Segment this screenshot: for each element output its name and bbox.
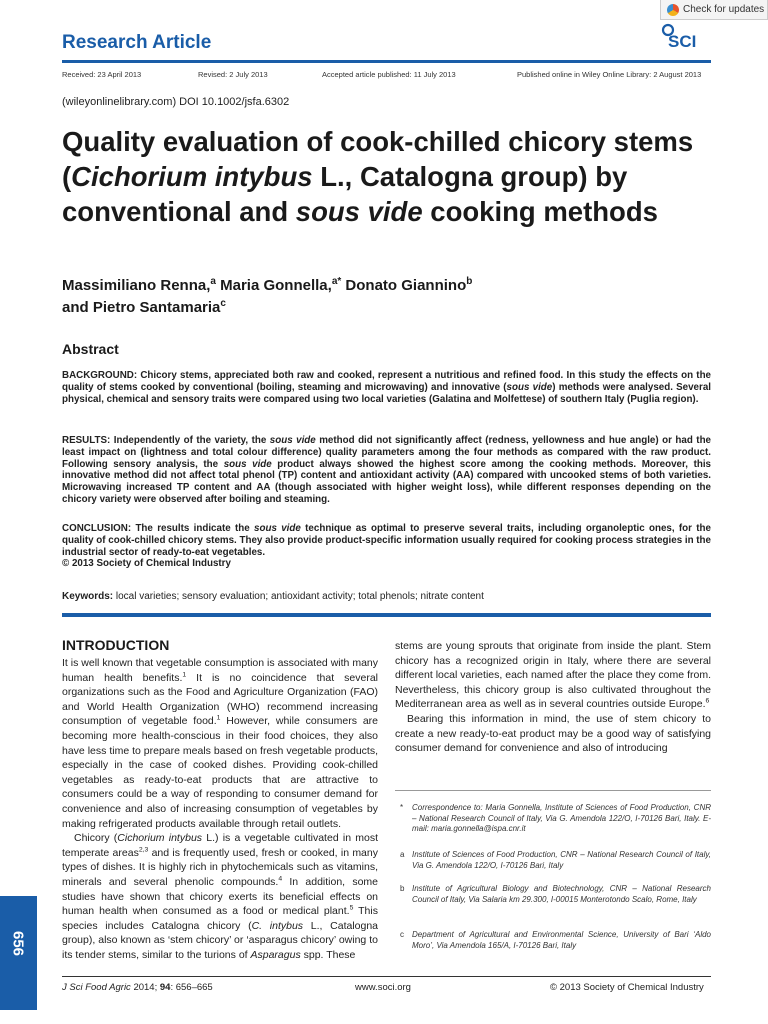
footnote-affiliation-b: b Institute of Agricultural Biology and Biotechnology, CNR – National Research Council of Italy, Via Salaria km 29.300, I-00015 Monterotondo Scalo, Rome, Italy (400, 884, 711, 904)
section-label: Research Article (62, 32, 212, 53)
abstract-background: BACKGROUND: Chicory stems, appreciated both raw and cooked, represent a nutritious and refined food. In this study the effects on the quality of stems cooked by conventional (boiling, steaming and microwaving) and innovative (sous vide) methods were analysed. Several physical, chemical and sensory traits were compared using two local varieties (Galatina and Molfettese) of southern Italy (Puglia region). (62, 370, 711, 405)
abstract-heading: Abstract (62, 341, 119, 357)
body-column-right (395, 639, 711, 756)
body-column-left (62, 656, 378, 962)
abstract-rule (62, 613, 711, 617)
sci-logo-text: SCI (668, 32, 697, 51)
website-link[interactable]: www.soci.org (355, 982, 411, 993)
footnote-affiliation-a: a Institute of Sciences of Food Production, CNR – National Research Council of Italy, Via G. Amendola 122/O, I-70126 Bari, Italy (400, 850, 711, 870)
footnote-rule (395, 790, 711, 791)
footer-copyright: © 2013 Society of Chemical Industry (550, 982, 704, 993)
introduction-heading: INTRODUCTION (62, 637, 170, 653)
keywords: Keywords: local varieties; sensory evaluation; antioxidant activity; total phenols; nitrate content (62, 591, 484, 602)
intro-paragraph-2: Chicory (Cichorium intybus L.) is a vegetable cultivated in most temperate areas$^{2,3}$ and is frequently used, fresh or cooked, in many types of dishes. It is highly rich in phytochemicals such as vitamins, minerals and several phenolic compounds.$^4$ In addition, some studies have shown that chicory exerts its beneficial effects on human health when consumed as a food or medical plant.$^5$ This species includes Catalogna chicory (C. intybus L., Catalogna group), also known as ‘stem chicory’ or ‘asparagus chicory’ owing to its tender stems, similar to the turions of Asparagus spp. These (62, 832, 379, 961)
received-date: Received: 23 April 2013 (62, 70, 142, 79)
article-title: Quality evaluation of cook-chilled chicory stems (Cichorium intybus L., Catalogna group) by conventional and sous vide cooking methods (62, 126, 694, 227)
published-date: Published online in Wiley Online Library: 2 August 2013 (517, 70, 702, 79)
abstract-copyright: © 2013 Society of Chemical Industry (62, 558, 231, 570)
intro-paragraph-3: stems are young sprouts that originate from inside the plant. Stem chicory has a recognized origin in Italy, where there are several different local varieties, each named after the place they come from. Nevertheless, this chicory group is also cultivated throughout the Mediterranean area as well as in several countries outside Europe.$^6$ (395, 640, 711, 711)
doi-link[interactable]: (wileyonlinelibrary.com) DOI 10.1002/jsfa.6302 (62, 96, 290, 108)
abstract-results: RESULTS: Independently of the variety, the sous vide method did not significantly affect (redness, yellowness and hue angle) or had the least impact on (lightness and total colour difference) quality parameters among the four methods as compared with the raw product. Following sensory analysis, the sous vide product always showed the highest score among the cooking methods. Moreover, this innovative method did not affect total phenol (TP) content and antioxidant activity (AA) compared with uncooked stems of both varieties. Microwaving increased TP content and AA (though associated with higher weight loss), while different responses depending on the chicory variety were observed after boiling and steaming. (62, 435, 711, 505)
author-list: Massimiliano Renna,$^a$ Maria Gonnella,$^{a*}$ Donato Giannino$^b$ and Pietro Santamaria$^c$ (62, 276, 473, 316)
crossmark-icon (667, 4, 679, 16)
intro-paragraph-4: Bearing this information in mind, the use of stem chicory to create a new ready-to-eat product may be a good way of satisfying consumer demand for convenience and also of introducing (395, 712, 711, 755)
intro-paragraph-1: It is well known that vegetable consumption is associated with many human health benefits.$^1$ It is no coincidence that several organizations such as the Food and Agriculture Organization (FAO) and World Health Organization (WHO) recommend increasing consumption of vegetable food.$^1$ However, while consumers are becoming more health-conscious in their food choices, they also have less time to prepare meals based on fresh vegetable products, especially in the case of cooked dishes. Providing cook-chilled vegetables as ready-to-eat products that are attractive to consumers could be a way of responding to consumer demand for convenience and also of increasing consumption of vegetables by making refrigerated products available through retail outlets. (62, 657, 378, 830)
footer-rule (62, 976, 711, 977)
header-rule (62, 60, 711, 63)
check-for-updates-button[interactable] (660, 0, 768, 20)
abstract-conclusion: CONCLUSION: The results indicate the sous vide technique as optimal to preserve several traits, including organoleptic ones, for the quality of cook-chilled chicory stems. They also provide product-specific information usually required for cooking process strategies in the industrial sector of ready-to-eat vegetables. © 2013 Society of Chemical Industry (62, 523, 711, 570)
footnote-correspondence: * Correspondence to: Maria Gonnella, Institute of Sciences of Food Production, CNR – National Research Council of Italy, Via G. Amendola 122/O, I-70126 Bari, Italy. E-mail: maria.gonnella@ispa.cnr.it (400, 803, 711, 834)
footnote-affiliation-c: c Department of Agricultural and Environmental Science, University of Bari ‘Aldo Moro’, Via Amendola 165/A, I-70126 Bari, Italy (400, 930, 711, 950)
revised-date: Revised: 2 July 2013 (198, 70, 268, 79)
check-updates-label: Check for updates (683, 4, 765, 15)
accepted-date: Accepted article published: 11 July 2013 (322, 70, 456, 79)
journal-citation: J Sci Food Agric 2014; 94: 656–665 (62, 982, 213, 993)
page-number: 656 (9, 930, 27, 957)
